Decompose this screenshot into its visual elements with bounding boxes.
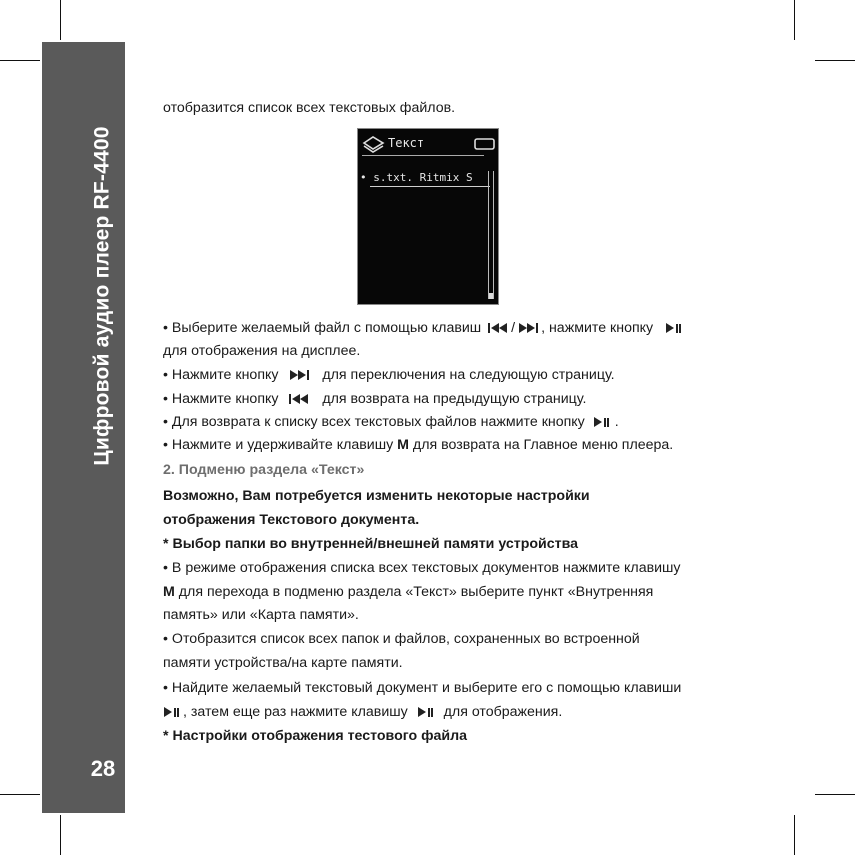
bullet-menu-m-cont2: память» или «Карта памяти». bbox=[163, 607, 359, 623]
crop-mark bbox=[0, 794, 40, 795]
bullet-next-page: • Нажмите кнопку для переключения на следующую страницу. bbox=[163, 367, 615, 383]
scroll-thumb bbox=[489, 293, 493, 299]
intro-text: отобразится список всех текстовых файлов. bbox=[163, 100, 456, 116]
text-icon bbox=[361, 133, 387, 153]
crop-mark bbox=[60, 0, 61, 40]
page-number: 28 bbox=[90, 756, 116, 781]
crop-mark bbox=[794, 815, 795, 855]
next-track-icon bbox=[517, 323, 539, 333]
prev-track-icon bbox=[288, 394, 312, 404]
play-pause-icon bbox=[665, 323, 683, 333]
crop-mark bbox=[0, 60, 40, 61]
next-track-icon bbox=[288, 370, 312, 380]
bullet-folder-list: • Отобразится список всех папок и файлов, сохраненных во встроенной bbox=[163, 631, 640, 647]
screen-header bbox=[358, 129, 498, 157]
subheading-display-settings: * Настройки отображения тестового файла bbox=[163, 728, 468, 744]
bullet-select-file-cont: для отображения на дисплее. bbox=[163, 343, 361, 359]
screen-title: Текст bbox=[388, 136, 425, 150]
crop-mark bbox=[815, 60, 855, 61]
battery-icon bbox=[473, 137, 497, 151]
screen-scrollbar bbox=[488, 171, 494, 299]
section-note-2: отображения Текстового документа. bbox=[163, 512, 420, 528]
bullet-hold-m: • Нажмите и удерживайте клавишу M для возврата на Главное меню плеера. bbox=[163, 437, 674, 453]
bullet-find-doc-cont: , затем еще раз нажмите клавишу для отображения. bbox=[163, 703, 562, 721]
section-note-1: Возможно, Вам потребуется изменить некоторые настройки bbox=[163, 488, 590, 504]
bullet-select-file: • Выберите желаемый файл с помощью клавиш / , нажмите кнопку bbox=[163, 319, 685, 337]
bullet-prev-page: • Нажмите кнопку для возврата на предыдущую страницу. bbox=[163, 391, 587, 407]
header-divider bbox=[362, 155, 484, 156]
play-pause-icon bbox=[593, 417, 611, 427]
play-pause-icon bbox=[163, 707, 181, 717]
sidebar-title: Цифровой аудио плеер RF-4400 bbox=[91, 126, 115, 466]
section-heading: 2. Подменю раздела «Текст» bbox=[163, 462, 365, 478]
screen-file-entry: • s.txt. Ritmix S bbox=[360, 171, 473, 184]
play-pause-icon bbox=[417, 707, 435, 717]
crop-mark bbox=[815, 794, 855, 795]
prev-track-icon bbox=[487, 323, 509, 333]
bullet-menu-m: • В режиме отображения списка всех текстовых документов нажмите клавишу bbox=[163, 560, 681, 576]
bullet-find-doc: • Найдите желаемый текстовый документ и выберите его с помощью клавиши bbox=[163, 680, 682, 696]
selection-underline bbox=[370, 186, 490, 187]
crop-mark bbox=[794, 0, 795, 40]
player-screen-image bbox=[357, 128, 499, 305]
subheading-folder: * Выбор папки во внутренней/внешней памяти устройства bbox=[163, 536, 579, 552]
bullet-menu-m-cont: M для перехода в подменю раздела «Текст» выберите пункт «Внутренняя bbox=[163, 584, 654, 600]
bullet-folder-list-cont: памяти устройства/на карте памяти. bbox=[163, 655, 403, 671]
crop-mark bbox=[60, 815, 61, 855]
bullet-back-to-list: • Для возврата к списку всех текстовых файлов нажмите кнопку . bbox=[163, 414, 619, 430]
